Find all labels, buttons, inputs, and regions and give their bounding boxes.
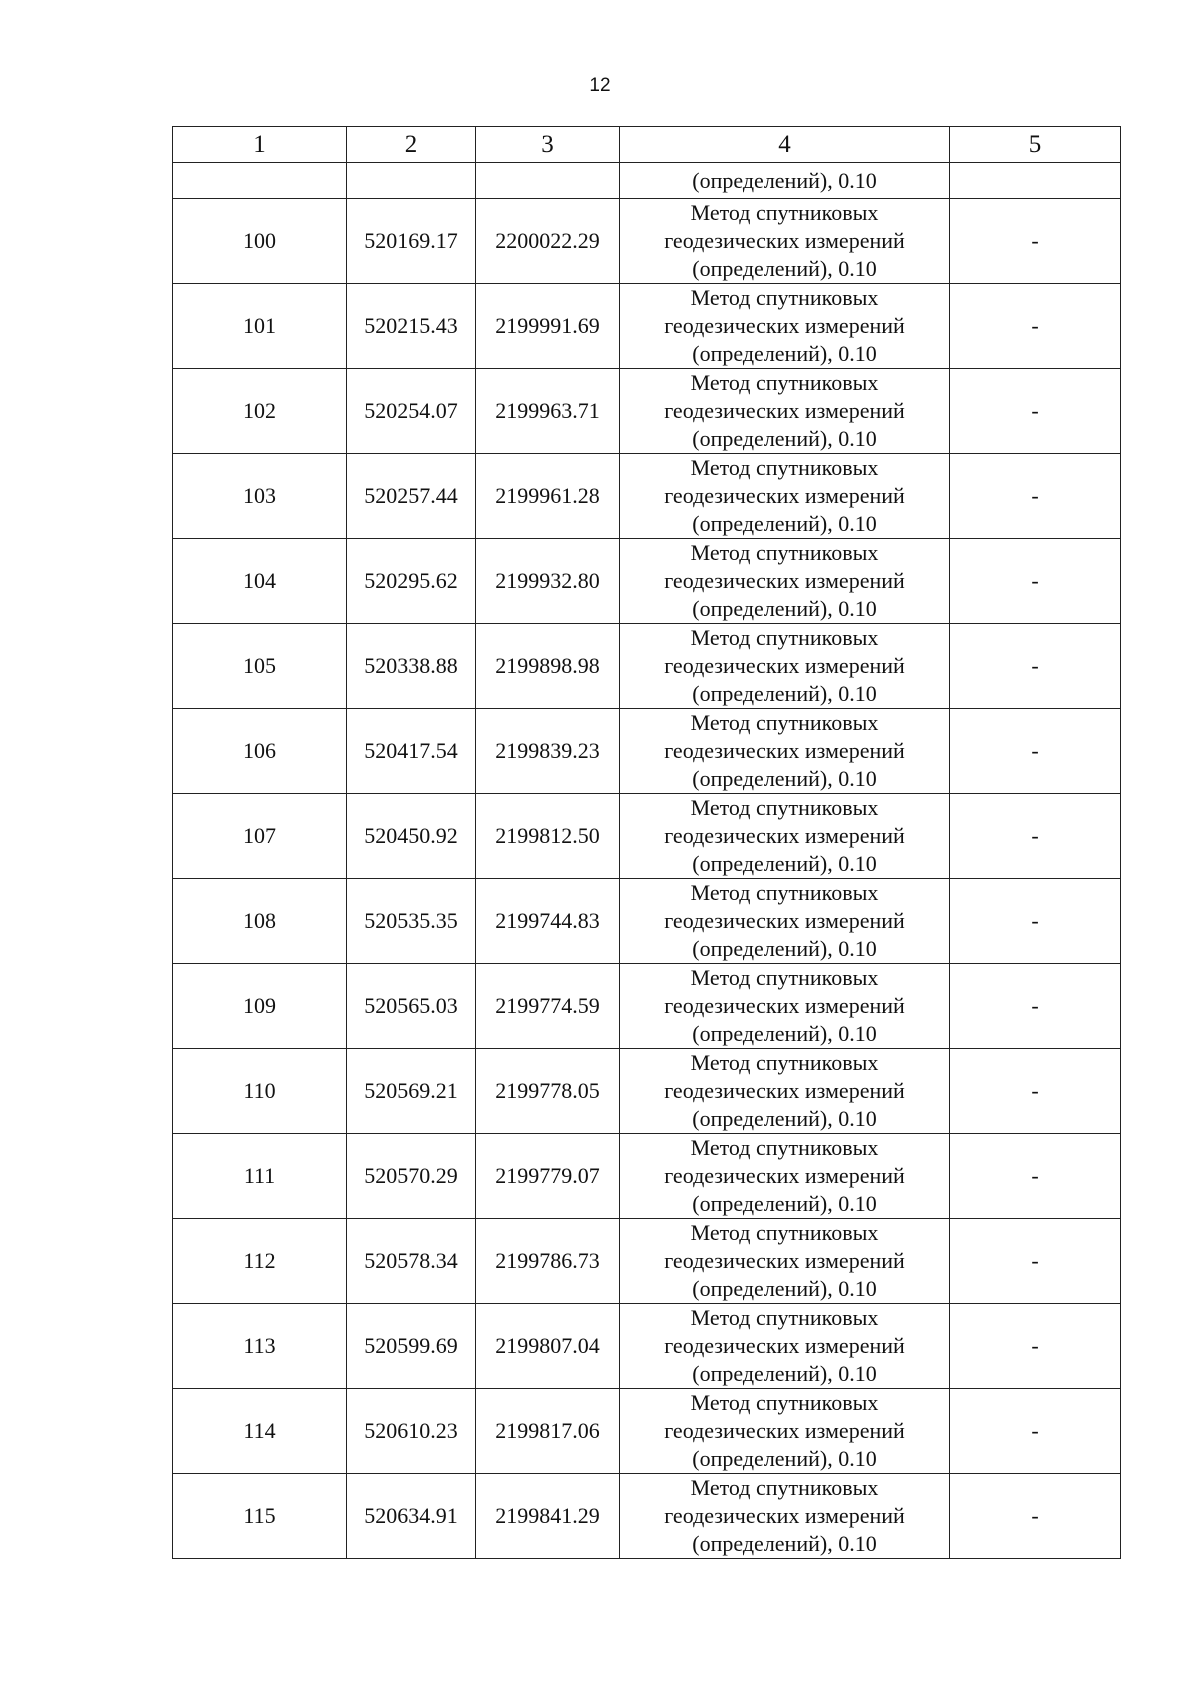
method-cell — [620, 369, 950, 454]
method-text-line: (определений), 0.10 — [692, 1531, 877, 1556]
table-row — [173, 1389, 1121, 1474]
header-cell-5: 5 — [950, 127, 1121, 163]
method-cell — [620, 284, 950, 369]
y-coordinate-cell: 2199932.80 — [476, 539, 620, 624]
continuation-cell-point — [173, 163, 347, 199]
note-cell: - — [950, 1049, 1121, 1134]
table-row — [173, 1474, 1121, 1559]
table-row — [173, 1304, 1121, 1389]
method-text-line: (определений), 0.10 — [692, 596, 877, 621]
note-cell: - — [950, 369, 1121, 454]
method-text-line: геодезических измерений — [664, 1418, 905, 1443]
method-text-line: геодезических измерений — [664, 653, 905, 678]
note-cell: - — [950, 709, 1121, 794]
y-coordinate-cell: 2200022.29 — [476, 199, 620, 284]
point-number-cell: 100 — [173, 199, 347, 284]
method-text-line: Метод спутниковых — [690, 370, 879, 395]
method-text-line: Метод спутниковых — [690, 285, 879, 310]
note-cell: - — [950, 284, 1121, 369]
x-coordinate-cell: 520535.35 — [347, 879, 476, 964]
method-text-line: Метод спутниковых — [690, 1135, 879, 1160]
continuation-cell-method: (определений), 0.10 — [620, 163, 950, 199]
note-cell: - — [950, 539, 1121, 624]
method-cell — [620, 964, 950, 1049]
method-cell — [620, 709, 950, 794]
note-cell: - — [950, 1134, 1121, 1219]
method-cell — [620, 1134, 950, 1219]
method-text-line: геодезических измерений — [664, 1248, 905, 1273]
header-cell-4: 4 — [620, 127, 950, 163]
method-text-line: Метод спутниковых — [690, 795, 879, 820]
method-cell — [620, 1049, 950, 1134]
method-cell — [620, 1474, 950, 1559]
x-coordinate-cell: 520565.03 — [347, 964, 476, 1049]
point-number-cell: 105 — [173, 624, 347, 709]
point-number-cell: 107 — [173, 794, 347, 879]
header-cell-1: 1 — [173, 127, 347, 163]
y-coordinate-cell: 2199779.07 — [476, 1134, 620, 1219]
y-coordinate-cell: 2199744.83 — [476, 879, 620, 964]
method-text-line: (определений), 0.10 — [692, 256, 877, 281]
table-row — [173, 1134, 1121, 1219]
method-text-line: Метод спутниковых — [690, 200, 879, 225]
method-text-line: Метод спутниковых — [690, 965, 879, 990]
method-text-line: геодезических измерений — [664, 908, 905, 933]
x-coordinate-cell: 520610.23 — [347, 1389, 476, 1474]
note-cell: - — [950, 794, 1121, 879]
table-row — [173, 709, 1121, 794]
table-row — [173, 879, 1121, 964]
point-number-cell: 104 — [173, 539, 347, 624]
x-coordinate-cell: 520295.62 — [347, 539, 476, 624]
method-text-line: геодезических измерений — [664, 398, 905, 423]
method-text-line: геодезических измерений — [664, 313, 905, 338]
method-text-line: (определений), 0.10 — [692, 681, 877, 706]
x-coordinate-cell: 520169.17 — [347, 199, 476, 284]
y-coordinate-cell: 2199807.04 — [476, 1304, 620, 1389]
x-coordinate-cell: 520634.91 — [347, 1474, 476, 1559]
method-text-line: геодезических измерений — [664, 823, 905, 848]
method-cell — [620, 1219, 950, 1304]
point-number-cell: 103 — [173, 454, 347, 539]
method-text-line: (определений), 0.10 — [692, 1361, 877, 1386]
method-text-line: геодезических измерений — [664, 1078, 905, 1103]
method-cell — [620, 1304, 950, 1389]
header-cell-2: 2 — [347, 127, 476, 163]
note-cell: - — [950, 1389, 1121, 1474]
note-cell: - — [950, 964, 1121, 1049]
point-number-cell: 115 — [173, 1474, 347, 1559]
x-coordinate-cell: 520570.29 — [347, 1134, 476, 1219]
note-cell: - — [950, 624, 1121, 709]
table-row — [173, 964, 1121, 1049]
method-text-line: Метод спутниковых — [690, 540, 879, 565]
coordinates-table — [172, 126, 1121, 1559]
method-text-line: Метод спутниковых — [690, 1475, 879, 1500]
header-cell-3: 3 — [476, 127, 620, 163]
table-row — [173, 284, 1121, 369]
method-text-line: (определений), 0.10 — [692, 1191, 877, 1216]
method-text-line: геодезических измерений — [664, 738, 905, 763]
method-text-line: Метод спутниковых — [690, 1305, 879, 1330]
x-coordinate-cell: 520338.88 — [347, 624, 476, 709]
continuation-cell-x — [347, 163, 476, 199]
method-text-line: геодезических измерений — [664, 483, 905, 508]
table-row — [173, 539, 1121, 624]
x-coordinate-cell: 520254.07 — [347, 369, 476, 454]
method-text-line: (определений), 0.10 — [692, 1446, 877, 1471]
table-row — [173, 794, 1121, 879]
method-cell — [620, 794, 950, 879]
method-text-line: (определений), 0.10 — [692, 511, 877, 536]
continuation-cell-note — [950, 163, 1121, 199]
y-coordinate-cell: 2199778.05 — [476, 1049, 620, 1134]
note-cell: - — [950, 454, 1121, 539]
y-coordinate-cell: 2199991.69 — [476, 284, 620, 369]
note-cell: - — [950, 1474, 1121, 1559]
point-number-cell: 112 — [173, 1219, 347, 1304]
method-text-line: (определений), 0.10 — [692, 1021, 877, 1046]
method-cell — [620, 539, 950, 624]
method-text-line: геодезических измерений — [664, 1503, 905, 1528]
point-number-cell: 108 — [173, 879, 347, 964]
method-text-line: геодезических измерений — [664, 228, 905, 253]
y-coordinate-cell: 2199774.59 — [476, 964, 620, 1049]
point-number-cell: 110 — [173, 1049, 347, 1134]
method-cell — [620, 199, 950, 284]
method-cell — [620, 624, 950, 709]
method-text-line: (определений), 0.10 — [692, 1106, 877, 1131]
method-text-line: Метод спутниковых — [690, 625, 879, 650]
method-text-line: геодезических измерений — [664, 568, 905, 593]
method-text-line: Метод спутниковых — [690, 880, 879, 905]
y-coordinate-cell: 2199786.73 — [476, 1219, 620, 1304]
point-number-cell: 109 — [173, 964, 347, 1049]
method-cell — [620, 1389, 950, 1474]
table-row — [173, 199, 1121, 284]
table-row — [173, 1049, 1121, 1134]
table-row — [173, 1219, 1121, 1304]
note-cell: - — [950, 199, 1121, 284]
method-text-line: геодезических измерений — [664, 1333, 905, 1358]
method-text-line: геодезических измерений — [664, 993, 905, 1018]
method-cell — [620, 454, 950, 539]
y-coordinate-cell: 2199898.98 — [476, 624, 620, 709]
point-number-cell: 113 — [173, 1304, 347, 1389]
method-text-line: (определений), 0.10 — [692, 341, 877, 366]
x-coordinate-cell: 520599.69 — [347, 1304, 476, 1389]
y-coordinate-cell: 2199841.29 — [476, 1474, 620, 1559]
x-coordinate-cell: 520450.92 — [347, 794, 476, 879]
y-coordinate-cell: 2199961.28 — [476, 454, 620, 539]
method-text-line: (определений), 0.10 — [692, 766, 877, 791]
point-number-cell: 102 — [173, 369, 347, 454]
note-cell: - — [950, 879, 1121, 964]
x-coordinate-cell: 520257.44 — [347, 454, 476, 539]
y-coordinate-cell: 2199817.06 — [476, 1389, 620, 1474]
table-header-row — [173, 127, 1121, 163]
method-text-line: (определений), 0.10 — [692, 1276, 877, 1301]
point-number-cell: 114 — [173, 1389, 347, 1474]
table-row — [173, 454, 1121, 539]
table-row — [173, 369, 1121, 454]
method-text-line: Метод спутниковых — [690, 1220, 879, 1245]
method-text-line: (определений), 0.10 — [692, 426, 877, 451]
x-coordinate-cell: 520417.54 — [347, 709, 476, 794]
y-coordinate-cell: 2199812.50 — [476, 794, 620, 879]
point-number-cell: 101 — [173, 284, 347, 369]
x-coordinate-cell: 520569.21 — [347, 1049, 476, 1134]
method-text-line: геодезических измерений — [664, 1163, 905, 1188]
method-text-line: (определений), 0.10 — [692, 851, 877, 876]
method-text-line: Метод спутниковых — [690, 455, 879, 480]
x-coordinate-cell: 520578.34 — [347, 1219, 476, 1304]
y-coordinate-cell: 2199839.23 — [476, 709, 620, 794]
note-cell: - — [950, 1304, 1121, 1389]
continuation-row — [173, 163, 1121, 199]
method-text-line: (определений), 0.10 — [692, 936, 877, 961]
note-cell: - — [950, 1219, 1121, 1304]
method-text-line: Метод спутниковых — [690, 1050, 879, 1075]
method-text-line: Метод спутниковых — [690, 710, 879, 735]
method-cell — [620, 879, 950, 964]
table-row — [173, 624, 1121, 709]
method-text-line: Метод спутниковых — [690, 1390, 879, 1415]
y-coordinate-cell: 2199963.71 — [476, 369, 620, 454]
continuation-cell-y — [476, 163, 620, 199]
x-coordinate-cell: 520215.43 — [347, 284, 476, 369]
point-number-cell: 106 — [173, 709, 347, 794]
page-number: 12 — [589, 75, 611, 96]
point-number-cell: 111 — [173, 1134, 347, 1219]
